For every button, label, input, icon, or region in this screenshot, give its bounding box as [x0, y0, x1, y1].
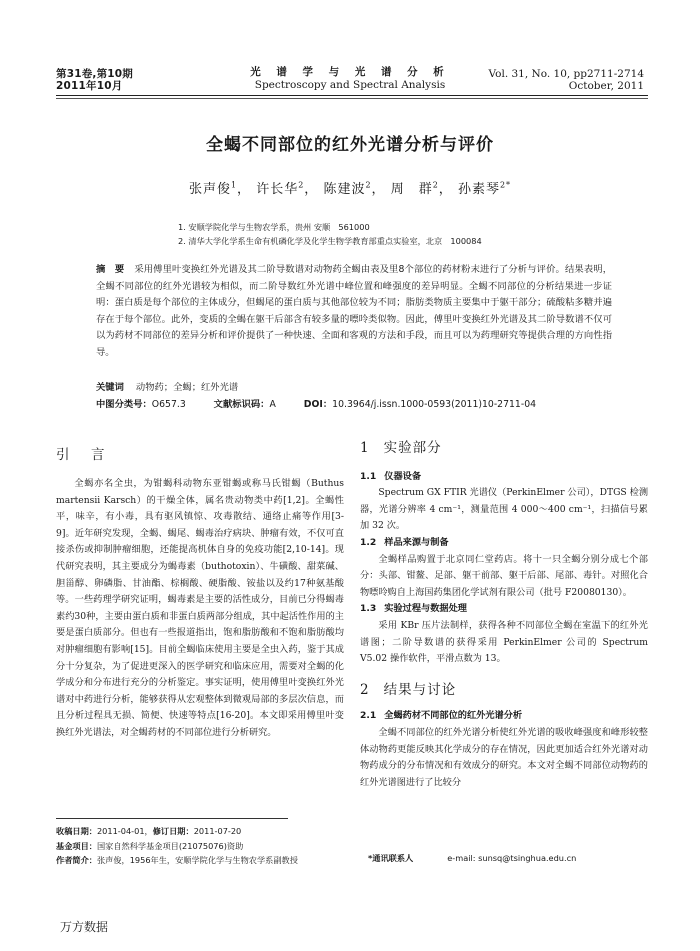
paragraph: 全蝎不同部位的红外光谱分析使红外光谱的吸收峰强度和峰形较整体动物药更能反映其化学成分的存在情况，因此更加适合红外光谱对动物药成分的分布情况和有效成分的研究。本文对全蝎不同部位动物药的红外光谱图进行了比较分 [360, 726, 648, 788]
revised-label: 修订日期： [152, 826, 194, 836]
header-rule-thin [56, 98, 648, 99]
subsection-heading [360, 601, 648, 618]
section-title: 结果与讨论 [383, 681, 457, 698]
clc-value: O657.3 [151, 399, 186, 410]
fund-text: 国家自然科学基金项目(21075076)资助 [96, 840, 244, 851]
paper-title: 全蝎不同部位的红外光谱分析与评价 [206, 135, 494, 155]
subsection-title: 实验过程与数据处理 [384, 603, 467, 615]
journal-name-en: Spectroscopy and Spectral Analysis [254, 79, 446, 91]
author-affiliation-mark: 2 [432, 180, 439, 190]
revised-date: 2011-07-20 [193, 826, 242, 836]
intro-body [56, 476, 344, 742]
dates-line [56, 824, 298, 839]
author-affiliation-mark: 2* [499, 180, 512, 190]
publication-date-en: October, 2011 [568, 80, 644, 92]
section-title: 实验部分 [383, 440, 442, 456]
keywords [96, 380, 238, 395]
keywords-text: 动物药；全蝎；红外光谱 [135, 382, 239, 393]
paragraph: 全蝎样品购置于北京同仁堂药店。将十一只全蝎分别分成七个部分：头部、钳鳌、足部、躯干前部、躯干后部、尾部、毒针。对照化合物嘌呤购自上海国药集团化学试剂有限公司（批号 F20080130）。 [360, 553, 648, 598]
publication-date: 2011年10月 [56, 80, 123, 92]
corresponding-label: *通讯联系人 [368, 853, 414, 863]
section-number: 1 [360, 440, 370, 456]
subsection-number: 1.2 [360, 536, 377, 548]
intro-heading: 引 言 [56, 447, 109, 463]
subsection-title: 样品来源与制备 [384, 536, 449, 548]
footnotes [56, 824, 298, 868]
author: 张声俊 [188, 182, 231, 197]
subsection-number: 1.3 [360, 603, 377, 615]
journal-volume-info-en [489, 68, 644, 92]
fund-label: 基金项目： [56, 840, 97, 851]
subsection-heading [360, 469, 648, 486]
clc-label: 中图分类号： [96, 399, 152, 410]
bio-text: 张声俊，1956年生，安顺学院化学与生物农学系副教授 [96, 855, 298, 865]
subsection-title: 仪器设备 [384, 470, 422, 482]
abstract [96, 262, 612, 361]
doc-code-label: 文献标识码： [213, 399, 270, 410]
subsection-heading [360, 535, 648, 552]
journal-name-cn: 光 谱 学 与 光 谱 分 析 [250, 66, 450, 78]
affiliation: 2. 清华大学化学系生命有机磷化学及化学生物学教育部重点实验室，北京 100084 [178, 236, 482, 246]
author: 周 群 [390, 182, 433, 197]
bio-line [56, 853, 298, 868]
author-affiliation-mark: 2 [365, 180, 372, 190]
doi-label: DOI： [303, 399, 333, 410]
author-list: 张声俊$^1$， 许长华$^2$， 陈建波$^2$， 周 群$^2$， 孙素琴$^{2*}$ [188, 180, 512, 197]
author: 陈建波 [323, 182, 366, 197]
corresponding-email: e-mail: sunsq@tsinghua.edu.cn [447, 853, 577, 863]
received-label: 收稿日期： [56, 826, 97, 836]
volume-issue: 第31卷,第10期 [56, 68, 134, 80]
corresponding-author [368, 853, 576, 864]
right-column [360, 440, 648, 791]
keywords-label: 关键词 [96, 382, 124, 393]
author-affiliation-mark: 2 [298, 180, 305, 190]
volume-pages-en: Vol. 31, No. 10, pp2711-2714 [488, 68, 644, 80]
fund-line [56, 839, 298, 854]
author: 许长华 [256, 182, 299, 197]
classification-line [96, 397, 536, 412]
intro-paragraph: 全蝎亦名全虫，为钳蝎科动物东亚钳蝎或称马氏钳蝎（Buthus martensii Karsch）的干燥全体，属名贵动物类中药[1,2]。全蝎性平，味辛，有小毒，具有驱风镇惊、攻毒散结、通络止痛等作用[3-9]。近年研究发现，全蝎、蝎尾、蝎毒治疗病块、肿瘤有效，不仅可直接杀伤或抑制肿瘤细胞，还能提高机体自身的免疫功能[2,10-14]。现代研究表明，其主要成分为蝎毒素（buthotoxin）、牛磺酸、甜菜碱、胆甾醇、卵磷脂、甘油酯、棕榈酸、硬脂酸、铵盐以及约17种氨基酸等。一些药理学研究证明，蝎毒素是主要的活性成分，目前已分得蝎毒素约30种，主要由蛋白质和非蛋白质两部分组成，其中起活性作用的主要是蛋白质部分。但也有一些报道指出，饱和脂肪酸和不饱和脂肪酸均对肿瘤细胞有影响[15]。目前全蝎临床使用主要是全虫入药，鉴于其成分十分复杂，为了促进更深入的医学研究和临床应用，需要对全蝎的化学成分和分布进行充分的分析鉴定。事实证明，使用傅里叶变换红外光谱对中药进行分析，能够获得从宏观整体到微观局部的多层次信息，而且分析过程具无损、简便、快速等特点[16-20]。本文即采用傅里叶变换红外光谱法，对全蝎药材的不同部位进行分析研究。 [56, 478, 344, 738]
doi-value: 10.3964/j.issn.1000-0593(2011)10-2711-04 [332, 399, 537, 410]
affiliation: 1. 安顺学院化学与生物农学系，贵州 安顺 561000 [178, 222, 370, 232]
bio-label: 作者简介： [56, 855, 97, 865]
abstract-text: 采用傅里叶变换红外光谱及其二阶导数谱对动物药全蝎由表及里8个部位的药材粉末进行了分析与评价。结果表明，全蝎不同部位的红外光谱较为相似，而二阶导数红外光谱中峰位置和峰强度的差异明显。全蝎不同部位的分析结果进一步证明：蛋白质是每个部位的主体成分，但蝎尾的蛋白质与其他部位较为不同；脂肪类物质主要集中于躯干部分；硫酸粘多糖并遍存在于每个部位。此外，变质的全蝎在躯干后部含有较多量的嘌呤类似物。因此，傅里叶变换红外光谱及其二阶导数谱不仅可以为药材不同部位的差异分析和评价提供了一种快速、全面和客观的方法和手段，而且可以为药理研究等提供合理的方向性指导。 [96, 264, 612, 358]
section-number: 2 [360, 681, 370, 698]
paragraph: Spectrum GX FTIR 光谱仪（PerkinElmer 公司），DTGS 检测器，光谱分辨率 4 cm⁻¹，测量范围 4 000～400 cm⁻¹，扫描信号累加 32 次。 [360, 487, 649, 532]
received-date: 2011-04-01， [96, 826, 153, 836]
author-affiliation-mark: 1 [230, 180, 238, 190]
subsection-number: 1.1 [360, 470, 377, 482]
section-heading [360, 440, 648, 457]
paragraph: 采用 KBr 压片法制样，获得各种不同部位全蝎在室温下的红外光谱图；二阶导数谱的获得采用 PerkinElmer 公司的 Spectrum V5.02 操作软件，平滑点数为 13。 [360, 619, 648, 665]
subsection-title: 全蝎药材不同部位的红外光谱分析 [384, 710, 523, 722]
subsection-heading [360, 708, 648, 725]
author: 孙素琴 [457, 182, 500, 197]
header-rule [56, 95, 648, 96]
doc-code-value: A [269, 399, 276, 410]
abstract-label: 摘 要 [96, 264, 125, 275]
section-heading [360, 682, 648, 699]
subsection-number: 2.1 [360, 710, 377, 722]
footnote-rule [56, 818, 288, 819]
affiliations [178, 220, 482, 248]
watermark: 万方数据 [60, 920, 109, 934]
